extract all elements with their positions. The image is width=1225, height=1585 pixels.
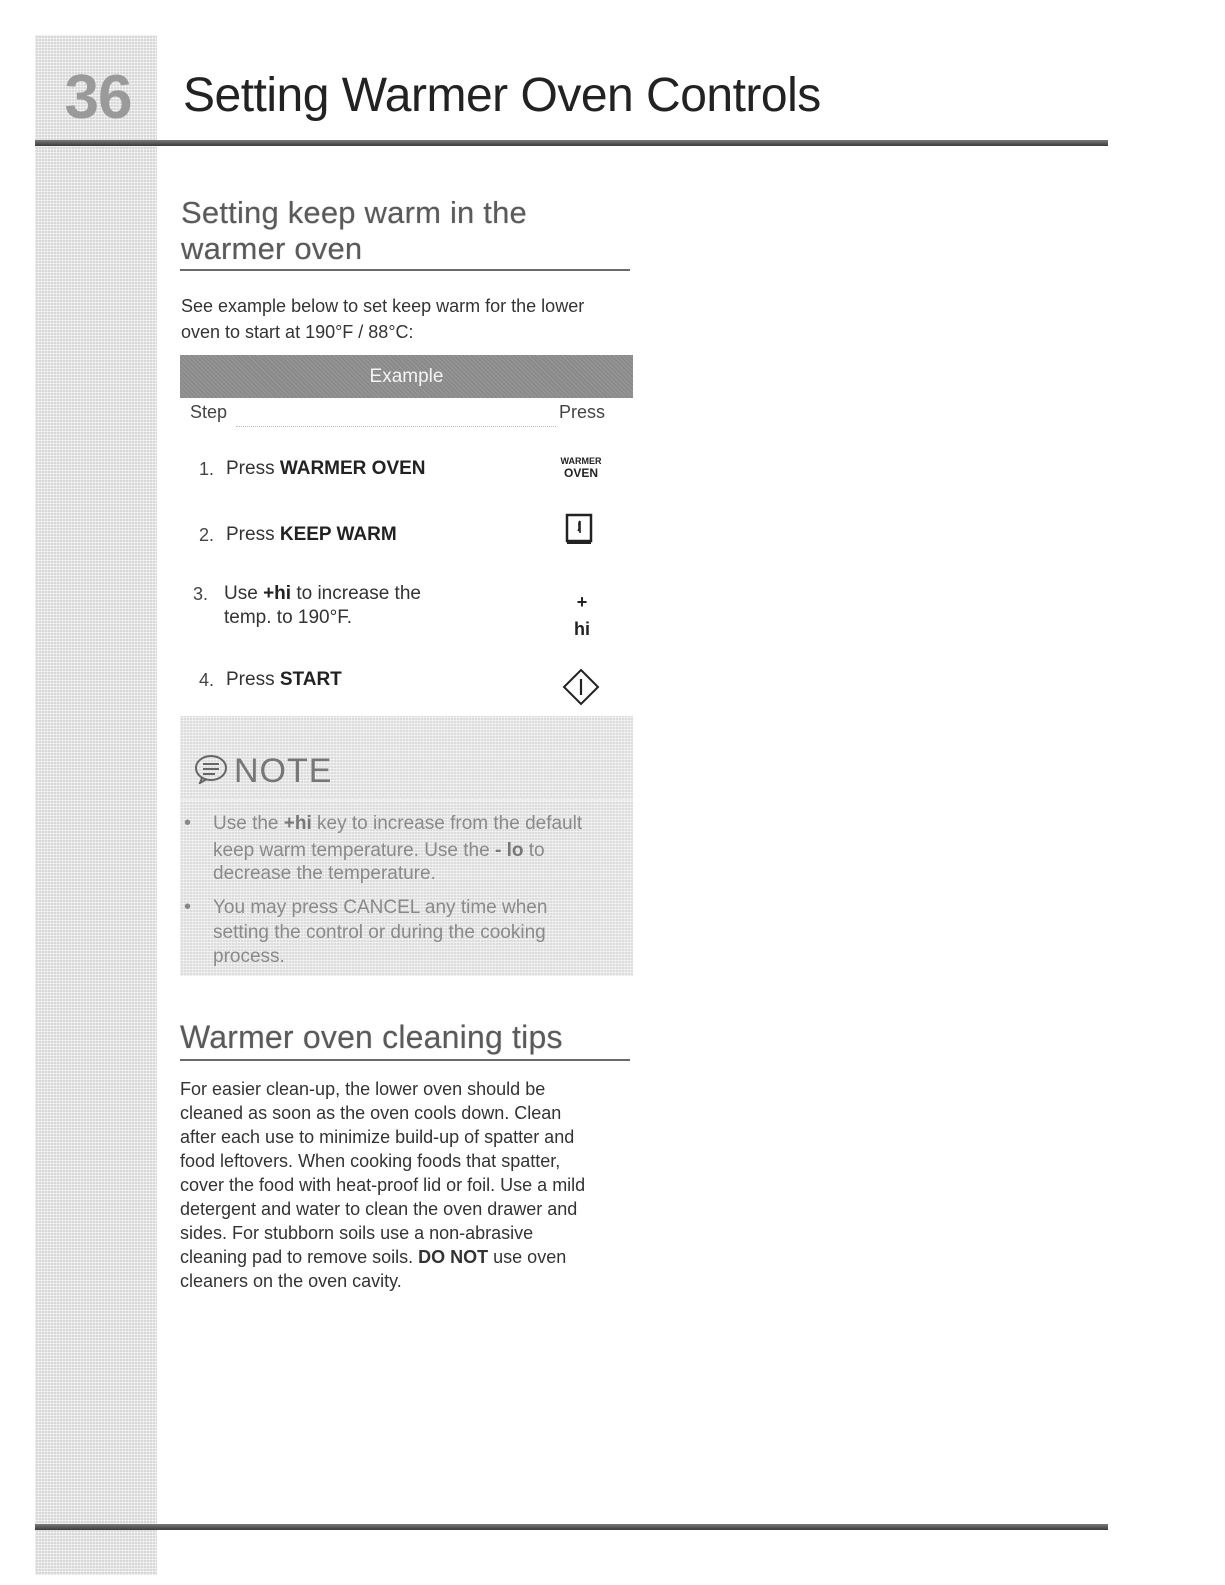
column-header-step: Step [190, 402, 228, 422]
footer-rule [35, 1524, 1108, 1530]
note-icon [194, 754, 228, 784]
example-banner: Example [180, 355, 633, 398]
step-number: 4. [199, 670, 215, 690]
intro-text-line2: oven to start at 190°F / 88°C: [181, 322, 414, 342]
section-heading-cleaning-tips: Warmer oven cleaning tips [180, 1019, 563, 1055]
page-number: 36 [64, 63, 132, 132]
step-number: 3. [193, 584, 209, 604]
bullet: • [184, 896, 192, 918]
note-item-text: You may press CANCEL any time when [213, 897, 548, 918]
paragraph-line: cleaning pad to remove soils. DO NOT use oven [180, 1247, 567, 1267]
note-item-text: decrease the temperature. [213, 863, 436, 884]
section-rule [180, 1059, 630, 1061]
keep-warm-key-icon [565, 513, 593, 545]
column-header-press: Press [559, 402, 606, 422]
paragraph-line: For easier clean-up, the lower oven should be [180, 1079, 546, 1099]
plus-key: + [576, 592, 588, 612]
paragraph-line: cleaned as soon as the oven cools down. Clean [180, 1103, 562, 1123]
paragraph-line: cleaners on the oven cavity. [180, 1271, 402, 1291]
note-item-text: process. [213, 946, 285, 967]
step-number: 1. [199, 459, 215, 479]
paragraph-line: food leftovers. When cooking foods that spatter, [180, 1151, 561, 1171]
column-leader [236, 414, 556, 427]
note-item-text: Use the +hi key to increase from the default [213, 813, 583, 834]
step-text-continued: temp. to 190°F. [224, 607, 352, 628]
note-item-text: setting the control or during the cooking [213, 922, 546, 943]
note-title: NOTE [234, 752, 333, 790]
sidebar-band [35, 35, 157, 1575]
intro-text-line1: See example below to set keep warm for the lower [181, 296, 585, 316]
paragraph-line: sides. For stubborn soils use a non-abrasive [180, 1223, 534, 1243]
step-text: Use +hi to increase the [224, 583, 421, 604]
note-divider [180, 798, 633, 801]
page-title: Setting Warmer Oven Controls [183, 69, 821, 122]
warmer-oven-key: WARMER OVEN [560, 456, 602, 480]
section-rule [180, 269, 630, 271]
note-item-text: keep warm temperature. Use the - lo to [213, 840, 545, 861]
section-heading-keep-warm-line2: warmer oven [181, 231, 363, 266]
header-rule [35, 140, 1108, 146]
step-number: 2. [199, 525, 215, 545]
step-text: Press KEEP WARM [226, 524, 397, 545]
start-key-icon [562, 668, 600, 706]
bullet: • [184, 812, 192, 834]
paragraph-line: cover the food with heat-proof lid or foil. Use a mild [180, 1175, 586, 1195]
section-heading-keep-warm-line1: Setting keep warm in the [181, 195, 527, 230]
step-text: Press WARMER OVEN [226, 458, 426, 479]
hi-key: hi [574, 619, 590, 639]
step-text: Press START [226, 669, 342, 690]
paragraph-line: detergent and water to clean the oven drawer and [180, 1199, 578, 1219]
paragraph-line: after each use to minimize build-up of spatter and [180, 1127, 575, 1147]
